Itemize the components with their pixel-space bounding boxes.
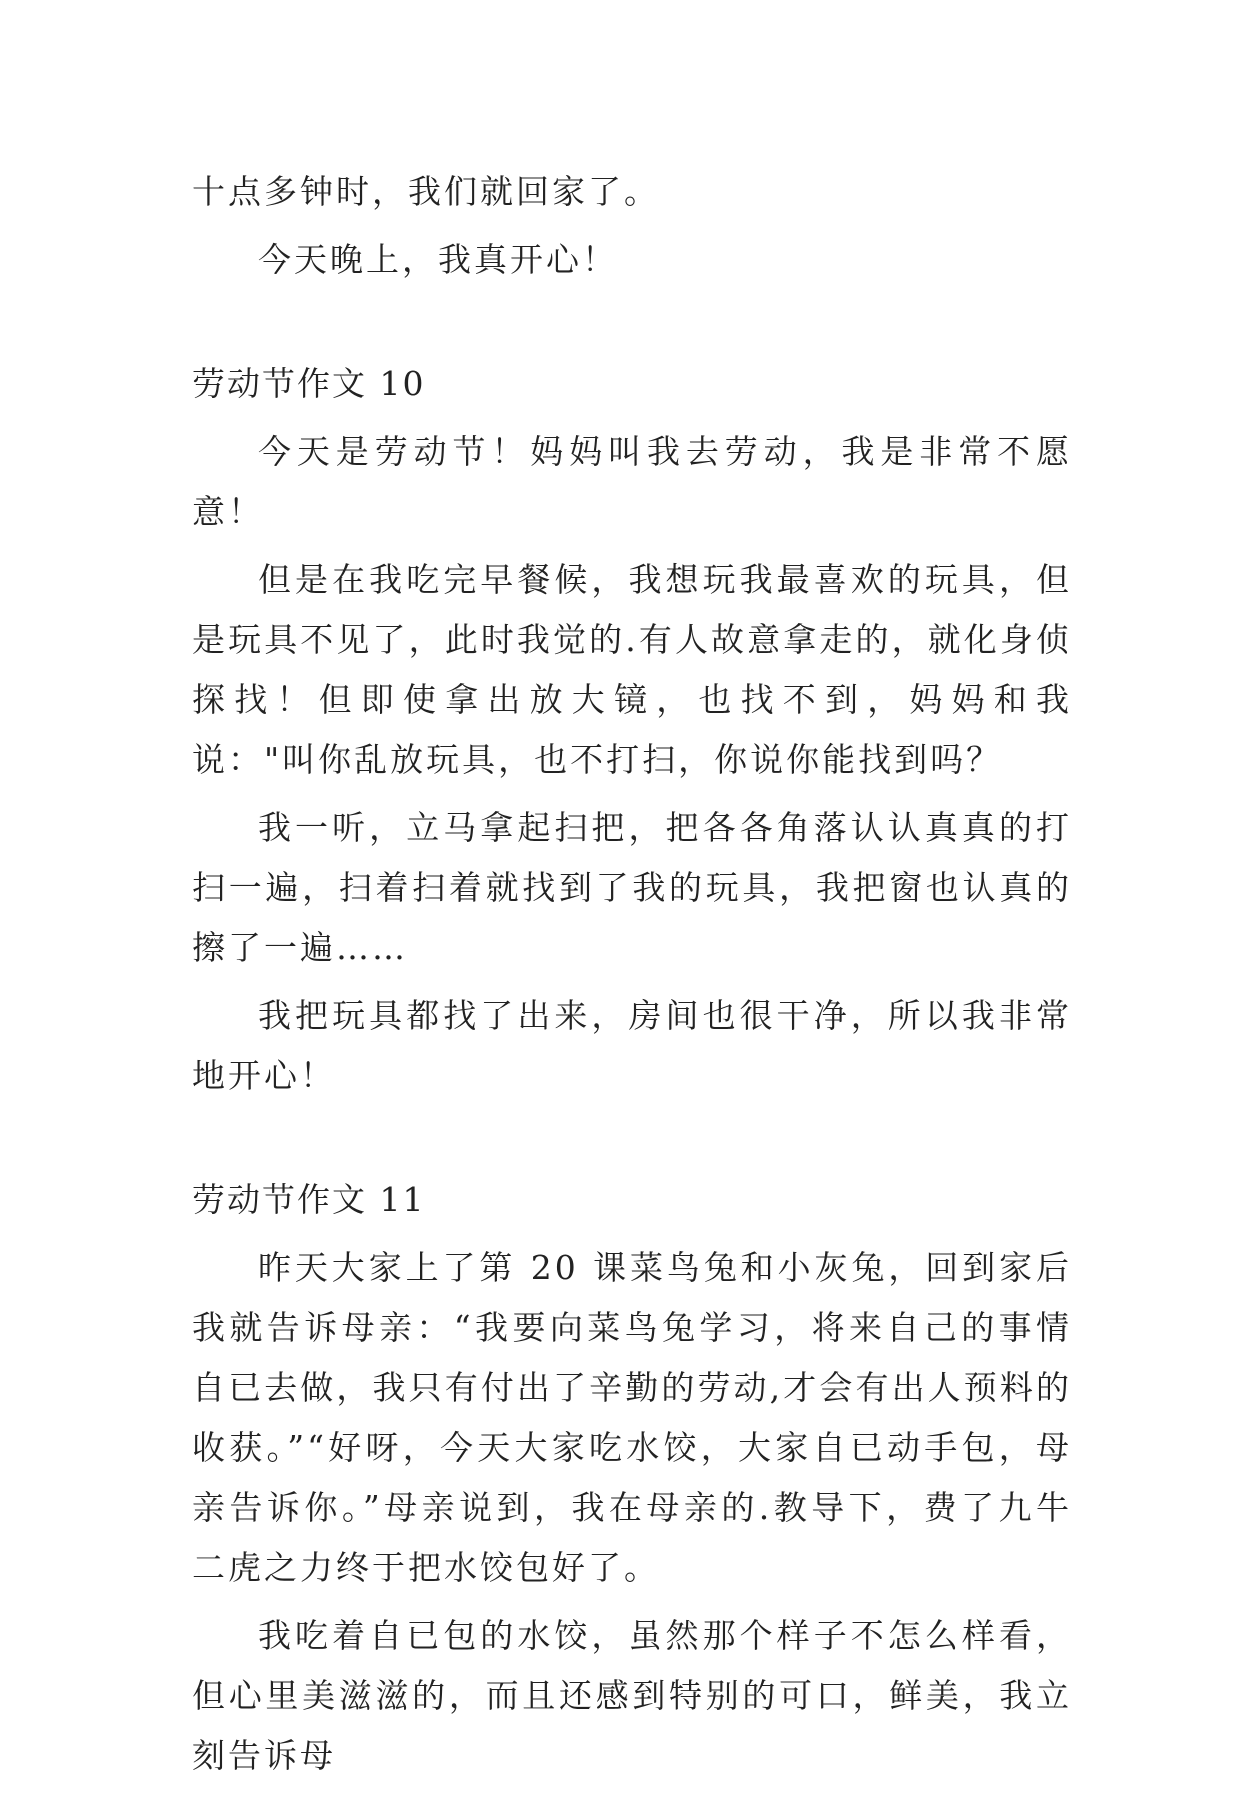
document-page xyxy=(192,162,1072,1794)
paragraph: 我把玩具都找了出来，房间也很干净，所以我非常地开心！ xyxy=(192,996,1072,1095)
paragraph: 今天是劳动节！妈妈叫我去劳动，我是非常不愿意！ xyxy=(192,432,1072,531)
section-title-10: 劳动节作文 10 xyxy=(192,364,426,403)
paragraph: 昨天大家上了第 20 课菜鸟兔和小灰兔，回到家后我就告诉母亲：“我要向菜鸟兔学习，将来自己的事情自已去做，我只有付出了辛勤的劳动,才会有出人预料的收获。”“好呀，今天大家吃水饺，大家自已动手包，母亲告诉你。”母亲说到，我在母亲的.教导下，费了九牛二虎之力终于把水饺包好了。 xyxy=(192,1248,1072,1587)
paragraph: 但是在我吃完早餐候，我想玩我最喜欢的玩具，但是玩具不见了，此时我觉的.有人故意拿走的，就化身侦探找！但即使拿出放大镜，也找不到，妈妈和我说："叫你乱放玩具，也不打扫，你说你能找到吗？ xyxy=(192,560,1072,779)
paragraph: 十点多钟时，我们就回家了。 xyxy=(192,172,660,211)
paragraph: 我一听，立马拿起扫把，把各各角落认认真真的打扫一遍，扫着扫着就找到了我的玩具，我把窗也认真的擦了一遍…… xyxy=(192,808,1072,967)
paragraph: 我吃着自已包的水饺，虽然那个样子不怎么样看，但心里美滋滋的，而且还感到特别的可口，鲜美，我立刻告诉母 xyxy=(192,1616,1072,1775)
section-title-11: 劳动节作文 11 xyxy=(192,1180,426,1219)
paragraph: 今天晚上，我真开心！ xyxy=(258,240,618,279)
